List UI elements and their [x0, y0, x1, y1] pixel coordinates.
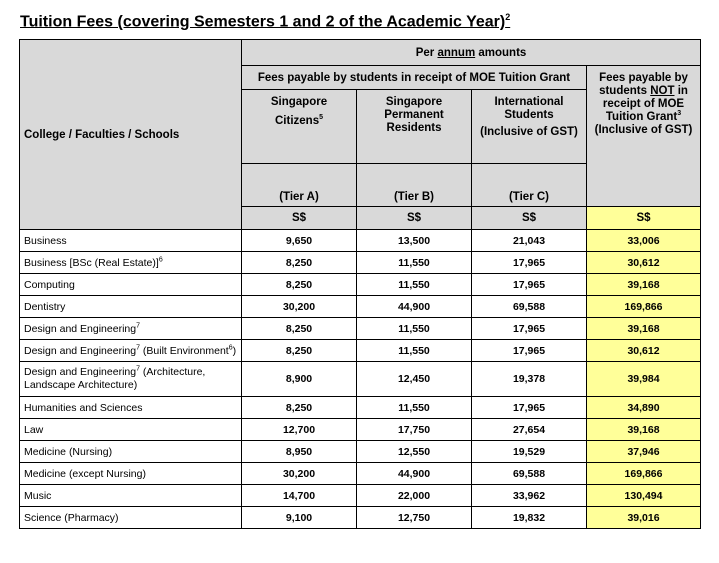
table-row [20, 419, 701, 441]
tier-c-label: (Tier C) [472, 164, 587, 207]
table-row [20, 507, 701, 529]
college-name-cell: Medicine (except Nursing) [20, 463, 242, 485]
non-grant-fee-cell: 33,006 [587, 230, 701, 252]
tier-b-label: (Tier B) [357, 164, 472, 207]
not-moe-grant-header: Fees payable by students NOT in receipt of MOE Tuition Grant$^3$ (Inclusive of GST) [587, 66, 701, 207]
tier-a-fee-cell: 30,200 [242, 296, 357, 318]
currency-a: S$ [242, 207, 357, 230]
college-name-cell: Music [20, 485, 242, 507]
currency-b: S$ [357, 207, 472, 230]
currency-d: S$ [587, 207, 701, 230]
tier-a-fee-cell: 12,700 [242, 419, 357, 441]
tier-a-fee-cell: 8,950 [242, 441, 357, 463]
college-name-cell: Computing [20, 274, 242, 296]
tier-c-fee-cell: 17,965 [472, 340, 587, 362]
title-text: Tuition Fees (covering Semesters 1 and 2 of the Academic Year) [20, 13, 506, 31]
non-grant-fee-cell: 130,494 [587, 485, 701, 507]
non-grant-fee-cell: 169,866 [587, 296, 701, 318]
tier-b-fee-cell: 44,900 [357, 296, 472, 318]
tier-b-fee-cell: 11,550 [357, 397, 472, 419]
pr-header: Singapore Permanent Residents [357, 90, 472, 164]
table-row [20, 274, 701, 296]
currency-c: S$ [472, 207, 587, 230]
college-name-cell: Design and Engineering$^7$ [20, 318, 242, 340]
table-row [20, 362, 701, 397]
page-title [20, 12, 510, 31]
college-name-cell: Design and Engineering$^7$ (Architecture, Landscape Architecture) [20, 362, 242, 397]
tier-c-fee-cell: 17,965 [472, 274, 587, 296]
tier-b-fee-cell: 12,750 [357, 507, 472, 529]
tier-c-fee-cell: 17,965 [472, 397, 587, 419]
table-row [20, 340, 701, 362]
college-name-cell: Law [20, 419, 242, 441]
moe-grant-header: Fees payable by students in receipt of MOE Tuition Grant [242, 66, 587, 90]
tier-a-label: (Tier A) [242, 164, 357, 207]
tier-b-fee-cell: 11,550 [357, 252, 472, 274]
non-grant-fee-cell: 39,168 [587, 419, 701, 441]
non-grant-fee-cell: 39,168 [587, 274, 701, 296]
tier-a-fee-cell: 30,200 [242, 463, 357, 485]
tuition-fees-table [19, 39, 701, 529]
tier-c-fee-cell: 21,043 [472, 230, 587, 252]
title-footnote: 2 [505, 12, 511, 22]
tier-a-fee-cell: 8,900 [242, 362, 357, 397]
tier-b-fee-cell: 11,550 [357, 340, 472, 362]
college-name-cell: Design and Engineering$^7$ (Built Environment$^6$) [20, 340, 242, 362]
college-name-cell: Dentistry [20, 296, 242, 318]
table-row [20, 296, 701, 318]
table-row [20, 230, 701, 252]
tier-c-fee-cell: 69,588 [472, 463, 587, 485]
college-header: College / Faculties / Schools [20, 40, 242, 230]
tier-a-fee-cell: 8,250 [242, 274, 357, 296]
non-grant-fee-cell: 39,168 [587, 318, 701, 340]
sg-citizens-header: Singapore Citizens$^5$ [242, 90, 357, 164]
table-row [20, 441, 701, 463]
college-name-cell: Medicine (Nursing) [20, 441, 242, 463]
tier-c-fee-cell: 19,832 [472, 507, 587, 529]
tier-a-fee-cell: 8,250 [242, 252, 357, 274]
fee-rows [20, 230, 701, 529]
per-annum-header: Per annum amounts [242, 40, 701, 66]
tier-b-fee-cell: 44,900 [357, 463, 472, 485]
tier-b-fee-cell: 11,550 [357, 274, 472, 296]
tier-a-fee-cell: 9,650 [242, 230, 357, 252]
tier-c-fee-cell: 33,962 [472, 485, 587, 507]
tier-c-fee-cell: 27,654 [472, 419, 587, 441]
college-name-cell: Business [BSc (Real Estate)]$^6$ [20, 252, 242, 274]
non-grant-fee-cell: 39,016 [587, 507, 701, 529]
table-row [20, 485, 701, 507]
table-row [20, 318, 701, 340]
intl-header: International Students (Inclusive of GST) [472, 90, 587, 164]
tier-a-fee-cell: 14,700 [242, 485, 357, 507]
tier-c-fee-cell: 19,529 [472, 441, 587, 463]
non-grant-fee-cell: 30,612 [587, 252, 701, 274]
tier-a-fee-cell: 9,100 [242, 507, 357, 529]
tier-c-fee-cell: 69,588 [472, 296, 587, 318]
tier-b-fee-cell: 12,550 [357, 441, 472, 463]
tier-b-fee-cell: 17,750 [357, 419, 472, 441]
tier-b-fee-cell: 22,000 [357, 485, 472, 507]
table-row [20, 252, 701, 274]
tier-c-fee-cell: 17,965 [472, 318, 587, 340]
tier-a-fee-cell: 8,250 [242, 318, 357, 340]
tier-c-fee-cell: 19,378 [472, 362, 587, 397]
college-name-cell: Humanities and Sciences [20, 397, 242, 419]
non-grant-fee-cell: 34,890 [587, 397, 701, 419]
table-row [20, 463, 701, 485]
college-name-cell: Business [20, 230, 242, 252]
tier-b-fee-cell: 11,550 [357, 318, 472, 340]
tier-c-fee-cell: 17,965 [472, 252, 587, 274]
tier-a-fee-cell: 8,250 [242, 397, 357, 419]
non-grant-fee-cell: 39,984 [587, 362, 701, 397]
tier-a-fee-cell: 8,250 [242, 340, 357, 362]
non-grant-fee-cell: 30,612 [587, 340, 701, 362]
non-grant-fee-cell: 169,866 [587, 463, 701, 485]
tier-b-fee-cell: 12,450 [357, 362, 472, 397]
table-row [20, 397, 701, 419]
non-grant-fee-cell: 37,946 [587, 441, 701, 463]
tier-b-fee-cell: 13,500 [357, 230, 472, 252]
college-name-cell: Science (Pharmacy) [20, 507, 242, 529]
